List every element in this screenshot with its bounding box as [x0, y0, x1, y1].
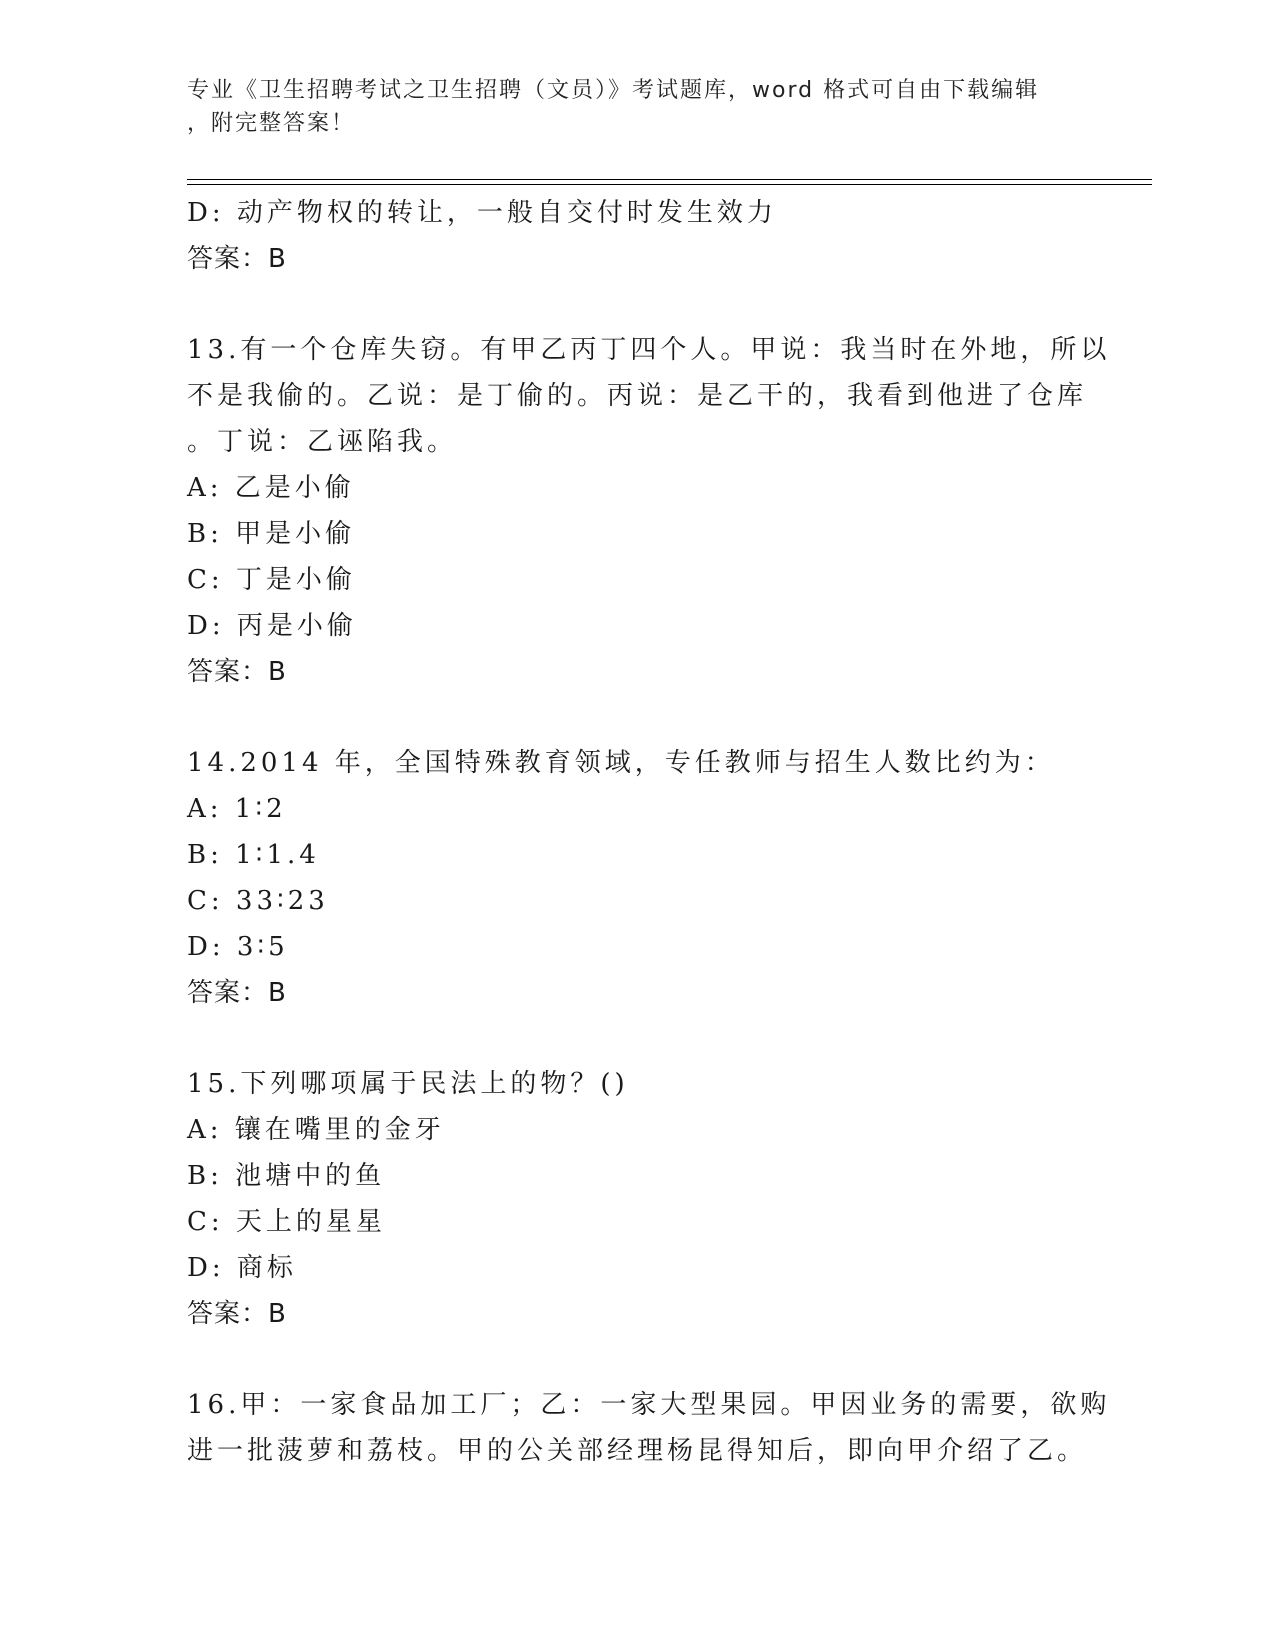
header-line-2: ，附完整答案！ [187, 111, 356, 136]
option-d: D: 丙是小偷 [187, 611, 357, 641]
option-d: D: 动产物权的转让，一般自交付时发生效力 [187, 198, 777, 228]
option-b: B: 池塘中的鱼 [187, 1161, 386, 1191]
option-b: B: 甲是小偷 [187, 519, 356, 549]
option-b: B: 1∶1.4 [187, 840, 320, 870]
prev-question-tail [187, 190, 1087, 282]
question-text: 进一批菠萝和荔枝。甲的公关部经理杨昆得知后，即向甲介绍了乙。 [187, 1436, 1088, 1466]
question-15 [187, 1061, 1087, 1337]
question-text: 14.2014 年，全国特殊教育领域，专任教师与招生人数比约为： [187, 748, 1055, 778]
question-text: 16.甲：一家食品加工厂；乙：一家大型果园。甲因业务的需要，欲购 [187, 1390, 1111, 1420]
question-13 [187, 327, 1111, 695]
header-line-1: 专业《卫生招聘考试之卫生招聘（文员）》考试题库，word 格式可自由下载编辑 [187, 78, 1040, 103]
option-c: C: 丁是小偷 [187, 565, 356, 595]
option-a: A: 镶在嘴里的金牙 [187, 1115, 445, 1145]
option-a: A: 1∶2 [187, 794, 287, 824]
question-list [187, 190, 1111, 1474]
option-d: D: 商标 [187, 1253, 297, 1283]
header-divider-bottom [187, 184, 1152, 185]
option-c: C: 33∶23 [187, 886, 329, 916]
answer-line: 答案：B [187, 978, 287, 1008]
question-16 [187, 1382, 1111, 1474]
question-text: 13.有一个仓库失窃。有甲乙丙丁四个人。甲说：我当时在外地，所以 [187, 335, 1111, 365]
answer-line: 答案：B [187, 1299, 287, 1329]
header-divider-top [187, 179, 1152, 180]
option-d: D: 3∶5 [187, 932, 289, 962]
answer-line: 答案：B [187, 244, 287, 274]
question-text: 15.下列哪项属于民法上的物？() [187, 1069, 629, 1099]
document-header [187, 74, 1087, 140]
question-text: 不是我偷的。乙说：是丁偷的。丙说：是乙干的，我看到他进了仓库 [187, 381, 1088, 411]
question-14 [187, 740, 1087, 1016]
option-c: C: 天上的星星 [187, 1207, 386, 1237]
answer-line: 答案：B [187, 657, 287, 687]
option-a: A: 乙是小偷 [187, 473, 355, 503]
question-text: 。丁说：乙诬陷我。 [187, 427, 458, 457]
